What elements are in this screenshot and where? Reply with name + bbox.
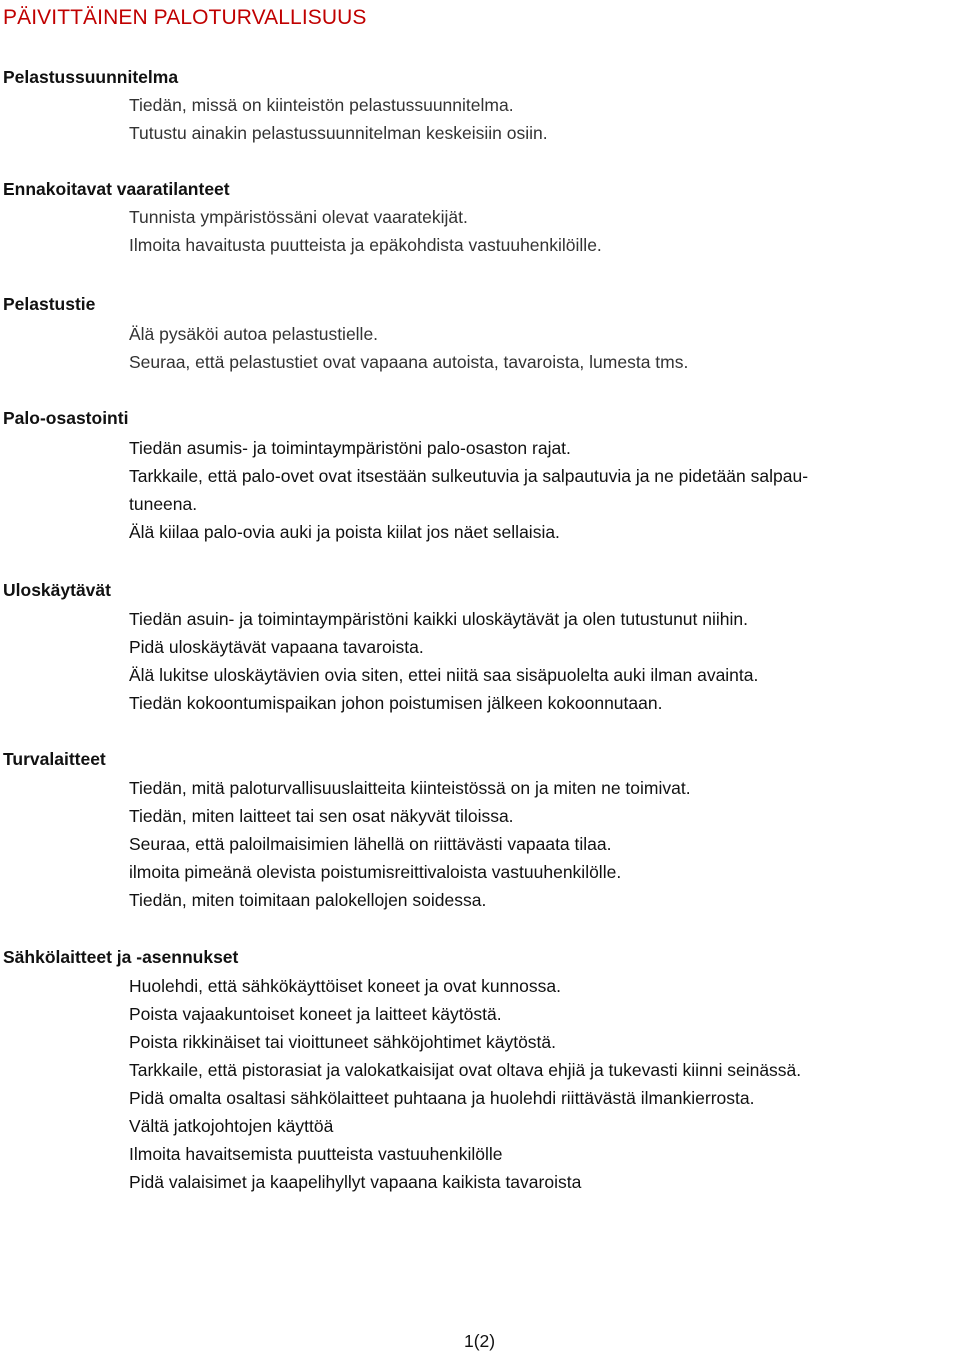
list-item: Ilmoita havaitusta puutteista ja epäkohdista vastuuhenkilöille. [129,235,602,255]
section-items [129,605,955,717]
list-item: Tarkkaile, että palo-ovet ovat itsestään sulkeutuvia ja salpautuvia ja ne pidetään salpau- [129,466,809,486]
list-item: Seuraa, että paloilmaisimien lähellä on riittävästi vapaata tilaa. [129,834,612,854]
section-heading: Palo-osastointi [3,408,129,428]
list-item: Älä pysäköi autoa pelastustielle. [129,324,379,344]
section-items [129,203,955,259]
section-sahkolaitteet-ja-asennukset [0,943,960,1203]
list-item: Tiedän kokoontumispaikan johon poistumisen jälkeen kokoonnutaan. [129,693,663,713]
list-item: Älä lukitse uloskäytävien ovia siten, ettei niitä saa sisäpuolelta auki ilman avainta. [129,665,759,685]
section-items [129,774,955,914]
list-item: Ilmoita havaitsemista puutteista vastuuhenkilölle [129,1144,503,1164]
list-item: Tiedän, missä on kiinteistön pelastussuunnitelma. [129,95,514,115]
section-pelastussuunnitelma [0,63,960,143]
list-item: Tiedän, miten laitteet tai sen osat näkyvät tiloissa. [129,806,514,826]
section-pelastustie [0,290,960,380]
section-ennakoitavat-vaaratilanteet [0,175,960,265]
section-heading: Turvalaitteet [3,749,106,769]
list-item: Tiedän asuin- ja toimintaympäristöni kaikki uloskäytävät ja olen tutustunut niihin. [129,609,748,629]
section-heading: Ennakoitavat vaaratilanteet [3,179,230,199]
page-number: 1(2) [464,1331,496,1351]
list-item: Älä kiilaa palo-ovia auki ja poista kiilat jos näet sellaisia. [129,522,560,542]
list-item: Tarkkaile, että pistorasiat ja valokatkaisijat ovat oltava ehjiä ja tukevasti kiinni seinässä. [129,1060,802,1080]
list-item: Tutustu ainakin pelastussuunnitelman keskeisiin osiin. [129,123,548,143]
section-palo-osastointi [0,404,960,554]
document-title: PÄIVITTÄINEN PALOTURVALLISUUS [3,6,367,29]
section-heading: Pelastustie [3,294,96,314]
list-item: Poista vajaakuntoiset koneet ja laitteet käytöstä. [129,1004,502,1024]
list-item: Pidä uloskäytävät vapaana tavaroista. [129,637,424,657]
section-items [129,320,955,376]
list-item: Tiedän asumis- ja toimintaympäristöni palo-osaston rajat. [129,438,571,458]
list-item: Tiedän, mitä paloturvallisuuslaitteita kiinteistössä on ja miten ne toimivat. [129,778,691,798]
list-item: Pidä valaisimet ja kaapelihyllyt vapaana kaikista tavaroista [129,1172,582,1192]
list-item: Seuraa, että pelastustiet ovat vapaana autoista, tavaroista, lumesta tms. [129,352,689,372]
section-uloskaytavat [0,576,960,726]
list-item: Vältä jatkojohtojen käyttöä [129,1116,334,1136]
section-items [129,972,955,1196]
list-item: Tunnista ympäristössäni olevat vaaratekijät. [129,207,468,227]
list-item: Tiedän, miten toimitaan palokellojen soidessa. [129,890,487,910]
list-item: Poista rikkinäiset tai vioittuneet sähköjohtimet käytöstä. [129,1032,557,1052]
section-turvalaitteet [0,745,960,925]
list-item: Huolehdi, että sähkökäyttöiset koneet ja ovat kunnossa. [129,976,561,996]
list-item: tuneena. [129,494,198,514]
section-items [129,434,955,546]
section-heading: Uloskäytävät [3,580,111,600]
list-item: ilmoita pimeänä olevista poistumisreittivaloista vastuuhenkilölle. [129,862,622,882]
list-item: Pidä omalta osaltasi sähkölaitteet puhtaana ja huolehdi riittävästä ilmankierrosta. [129,1088,755,1108]
section-heading: Sähkölaitteet ja -asennukset [3,947,239,967]
section-items [129,91,955,147]
section-heading: Pelastussuunnitelma [3,67,179,87]
